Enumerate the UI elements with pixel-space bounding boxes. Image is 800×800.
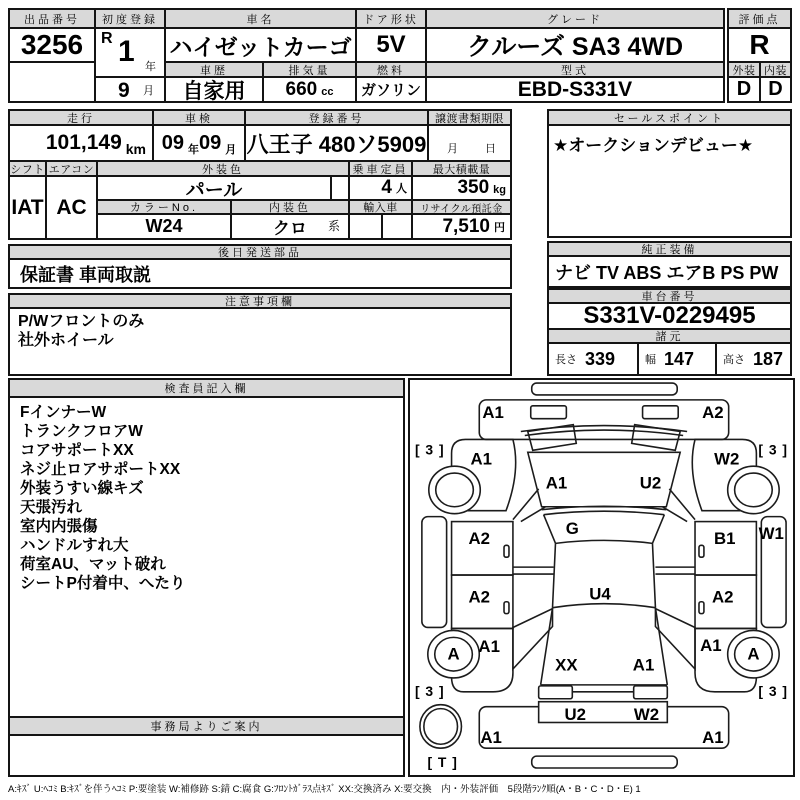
recycle-deposit-header: リサイクル預託金 <box>411 199 512 215</box>
diagram-label: A2 <box>702 403 724 423</box>
note-line: ネジ止ロアサポートXX <box>20 461 181 478</box>
diagram-label: W2 <box>633 705 660 725</box>
mileage-unit: km <box>125 141 146 157</box>
registration-no-header: 登録番号 <box>244 109 429 126</box>
sill-left <box>422 517 447 628</box>
capacity-value: 4 人 <box>348 175 413 201</box>
diagram-label: A1 <box>702 727 724 747</box>
d-pillar-right <box>655 609 695 669</box>
aircon-header: エアコン <box>45 160 98 177</box>
front-bumper <box>479 400 728 440</box>
oem-equipment-header: 純正装備 <box>547 241 792 257</box>
first-reg-month-cell <box>94 76 166 103</box>
spec-width: 幅 147 <box>637 342 717 376</box>
displacement-unit: cc <box>321 86 334 98</box>
diagram-label: [ 3 ] <box>415 441 445 458</box>
exterior-color-empty-cell <box>330 175 350 201</box>
color-no-value: W24 <box>96 213 232 240</box>
mileage-header: 走行 <box>8 109 154 126</box>
diagram-label: A2 <box>711 587 734 607</box>
diagram-label: [ 3 ] <box>758 441 788 458</box>
diagram-label: [ 3 ] <box>415 682 445 699</box>
imported-cell-2 <box>381 213 413 240</box>
model-code-value: EBD-S331V <box>425 76 725 103</box>
diagram-label: [ 3 ] <box>758 682 788 699</box>
inspection-value: 09 年 09 月 <box>152 124 246 162</box>
exterior-score-header: 外装 <box>727 61 761 78</box>
diagram-label: A2 <box>468 528 491 548</box>
cautions-lines <box>18 312 144 350</box>
door-handle <box>504 545 509 557</box>
year-unit: 年 <box>145 61 156 73</box>
capacity-header: 乗車定員 <box>348 160 413 177</box>
max-load-header: 最大積載量 <box>411 160 512 177</box>
spec-height: 高さ 187 <box>715 342 792 376</box>
capacity-unit: 人 <box>396 183 407 195</box>
front-plate <box>532 383 677 395</box>
score-value: R <box>727 27 792 63</box>
aircon-value: AC <box>45 175 98 240</box>
inspector-header: 検査員記入欄 <box>8 378 405 398</box>
imported-cell-1 <box>348 213 383 240</box>
exterior-color-value: パール <box>96 175 332 201</box>
diagram-label: A1 <box>632 655 655 675</box>
transfer-deadline-header: 譲渡書類期限 <box>427 109 512 126</box>
chassis-no-value: S331V-0229495 <box>547 302 792 330</box>
diagram-label: A2 <box>468 587 491 607</box>
fuel-value: ガソリン <box>355 76 427 103</box>
mileage-value: 101,149 km <box>8 124 154 162</box>
note-line: FインナーW <box>20 404 107 421</box>
diagram-label: B1 <box>713 528 736 548</box>
cowl-line2 <box>544 511 665 514</box>
later-shipping-value: 保証書 車両取説 <box>8 258 512 289</box>
cab-sides <box>544 515 665 544</box>
diagram-label: U4 <box>589 584 611 604</box>
diagram-label: [ T ] <box>427 754 458 771</box>
diagram-label: XX <box>555 655 578 675</box>
spare-tire <box>420 705 462 749</box>
rear-plate <box>532 756 677 768</box>
diagram-label: A1 <box>545 473 568 493</box>
diagram-label: U2 <box>639 473 662 493</box>
diagram-label: A <box>447 644 460 664</box>
roof-bottom-curve <box>553 604 656 608</box>
transfer-deadline-value <box>427 124 512 162</box>
note-line: シートP付着中、へたり <box>20 575 186 592</box>
roof-top-curve <box>555 540 652 543</box>
cautions-header: 注意事項欄 <box>8 293 512 309</box>
taillight-right <box>634 686 668 699</box>
recycle-deposit-value: 7,510 円 <box>411 213 512 240</box>
a-pillars <box>513 489 695 522</box>
model-code-header: 型式 <box>425 61 725 78</box>
first-reg-month: 9 <box>118 79 130 102</box>
chassis-no-header: 車台番号 <box>547 288 792 304</box>
door-shape-header: ドア形状 <box>355 8 427 29</box>
history-header: 車歴 <box>164 61 264 78</box>
spec-length: 長さ 339 <box>547 342 639 376</box>
note-line: 天張汚れ <box>20 499 83 516</box>
deadline-day-unit: 日 <box>485 143 496 155</box>
taillight-left <box>539 686 573 699</box>
corner-window-left <box>528 425 576 451</box>
first-reg-year: 1 <box>118 35 135 68</box>
exterior-color-header: 外装色 <box>96 160 350 177</box>
auction-no-empty-box <box>8 61 96 103</box>
diagram-label: A1 <box>470 449 493 469</box>
note-line: 荷室AU、マット破れ <box>20 556 166 573</box>
diagram-label: A1 <box>482 403 504 423</box>
diagram-label: A1 <box>478 636 500 656</box>
note-line: 室内内張傷 <box>20 518 98 535</box>
interior-score-value: D <box>759 76 792 103</box>
diagram-label: U2 <box>564 705 587 725</box>
shift-header: シフト <box>8 160 47 177</box>
imported-header: 輸入車 <box>348 199 413 215</box>
later-shipping-header: 後日発送部品 <box>8 244 512 260</box>
color-no-header: カラーNo. <box>96 199 232 215</box>
registration-no-value: 八王子 480ソ5909 <box>244 124 429 162</box>
diagram-label: A1 <box>480 727 502 747</box>
interior-color-suffix: 系 <box>327 219 340 233</box>
diagram-label: W2 <box>714 449 740 469</box>
interior-score-header: 内装 <box>759 61 792 78</box>
note-line: P/Wフロントのみ <box>18 313 145 330</box>
displacement-value: 660 cc <box>262 76 357 103</box>
cautions-box <box>8 307 512 376</box>
sales-point-box <box>547 124 792 238</box>
sales-point-text: ★オークションデビュー★ <box>553 136 754 155</box>
shift-value: IAT <box>8 175 47 240</box>
era-label: R <box>101 30 113 47</box>
diagram-label: G <box>565 519 579 539</box>
car-top-view-diagram <box>410 380 793 775</box>
history-value: 自家用 <box>164 76 264 103</box>
door-handle <box>699 602 704 614</box>
first-reg-header: 初度登録 <box>94 8 166 29</box>
car-name-header: 車名 <box>164 8 357 29</box>
inspector-notes-lines <box>20 403 185 593</box>
legend: A:ｷｽﾞ U:ﾍｺﾐ B:ｷｽﾞを伴うﾍｺﾐ P:要塗装 W:補修跡 S:錆 C:腐食 G:ﾌﾛﾝﾄｶﾞﾗｽ点ｷｽﾞ XX:交換済み X:要交換 内・外装評価 5段階ﾗﾝｸ順(A・B・C・D・E) 1 <box>8 784 641 795</box>
diagram-label: W1 <box>758 523 784 543</box>
month-unit: 月 <box>143 85 154 97</box>
score-header: 評価点 <box>727 8 792 29</box>
door-gap-lines <box>513 567 695 574</box>
interior-color-header: 内装色 <box>230 199 350 215</box>
note-line: トランクフロアW <box>20 423 143 440</box>
deadline-month-unit: 月 <box>447 143 458 155</box>
grade-value: クルーズ SA3 4WD <box>425 27 725 63</box>
door-handle <box>699 545 704 557</box>
note-line: コアサポートXX <box>20 442 134 459</box>
grade-header: グレード <box>425 8 725 29</box>
oem-equipment-value: ナビ TV ABS エアB PS PW <box>547 255 792 288</box>
first-reg-year-cell <box>94 27 166 78</box>
note-line: ハンドルすれ大 <box>20 537 129 554</box>
fuel-header: 燃料 <box>355 61 427 78</box>
note-line: 外装うすい線キズ <box>20 480 144 497</box>
headlight-left <box>531 406 567 419</box>
displacement-header: 排気量 <box>262 61 357 78</box>
recycle-deposit-unit: 円 <box>494 222 505 234</box>
sales-point-header: セールスポイント <box>547 109 792 126</box>
specs-header: 諸元 <box>547 328 792 344</box>
damage-diagram <box>408 378 795 777</box>
note-line: 社外ホイール <box>18 332 114 349</box>
diagram-label: A1 <box>700 635 722 655</box>
corner-window-right <box>632 425 680 451</box>
door-shape-value: 5V <box>355 27 427 63</box>
auction-no-header: 出品番号 <box>8 8 96 29</box>
car-name-value: ハイゼットカーゴ <box>164 27 357 63</box>
diagram-label: A <box>747 644 760 664</box>
headlight-right <box>643 406 679 419</box>
d-pillar-left <box>513 609 553 669</box>
exterior-score-value: D <box>727 76 761 103</box>
interior-color-value: クロ 系 <box>230 213 350 240</box>
max-load-unit: kg <box>493 184 506 196</box>
auction-no-value: 3256 <box>8 27 96 63</box>
inspection-header: 車検 <box>152 109 246 126</box>
door-handle <box>504 602 509 614</box>
max-load-value: 350 kg <box>411 175 512 201</box>
roof-front-edge2 <box>525 430 683 435</box>
office-notice-header: 事務局よりご案内 <box>8 716 405 736</box>
